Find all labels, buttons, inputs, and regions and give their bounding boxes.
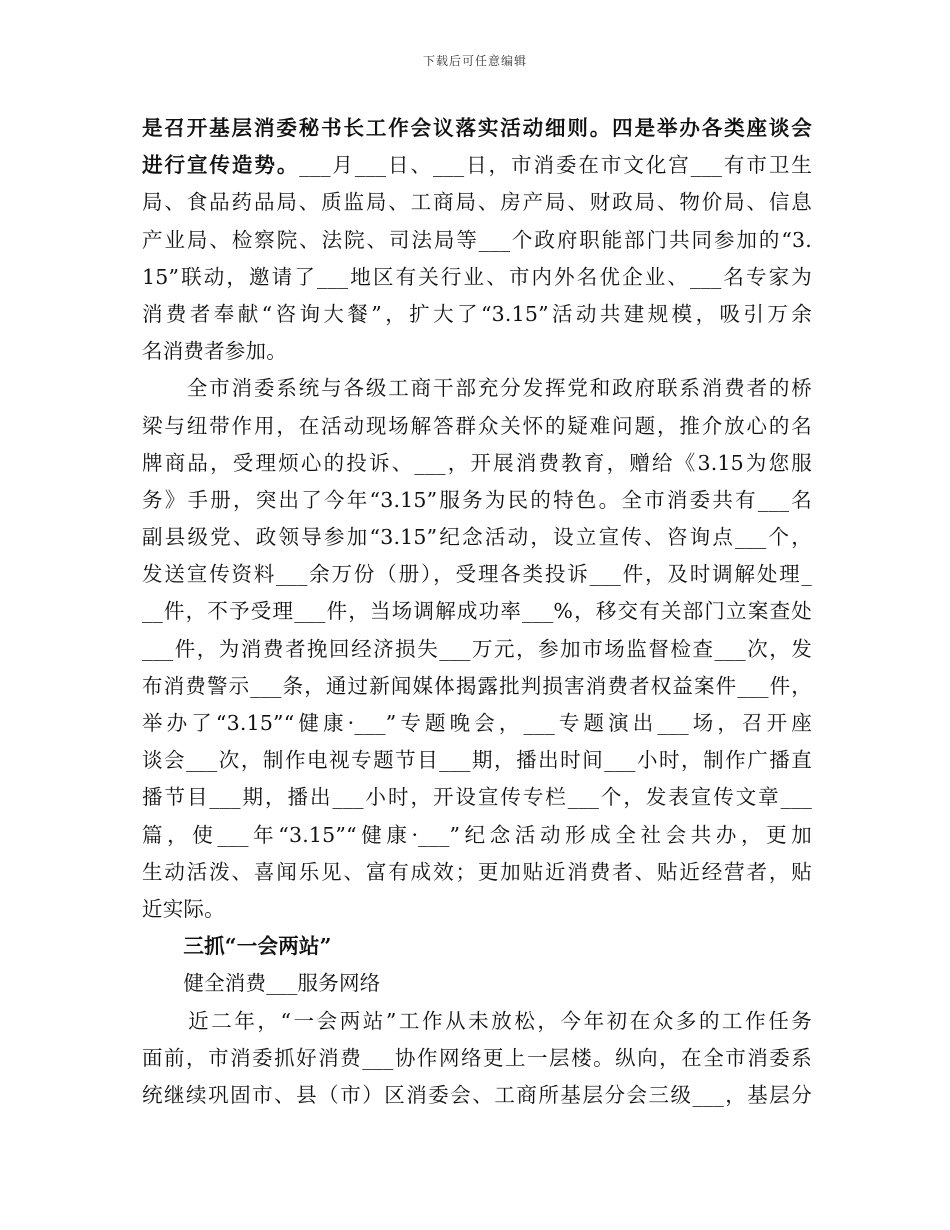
bold-run: 进行宣传造势。 bbox=[142, 153, 300, 178]
text-line: 发送宣传资料___余万份（册），受理各类投诉___件，及时调解处理_ bbox=[142, 562, 812, 587]
text-line: 篇，使___年“3.15”“健康·___”纪念活动形成全社会共办，更加 bbox=[142, 822, 812, 847]
text-line: ___件，为消费者挽回经济损失___万元，参加市场监督检查___次，发 bbox=[142, 636, 812, 661]
section-subheading: 健全消费___服务网络 bbox=[142, 971, 381, 996]
text-line: 举办了“3.15”“健康·___”专题晚会，___专题演出___场，召开座 bbox=[142, 711, 812, 735]
text-line: 名消费者参加。 bbox=[142, 339, 287, 364]
text-run: ___月___日、___日，市消委在市文化宫___有市卫生 bbox=[299, 153, 812, 178]
text-line: 全市消委系统与各级工商干部充分发挥党和政府联系消费者的桥 bbox=[142, 376, 812, 401]
text-line: __件，不予受理___件，当场调解成功率___%，移交有关部门立案查处 bbox=[142, 599, 812, 624]
text-line: 牌商品，受理烦心的投诉、___，开展消费教育，赠给《3.15为您服 bbox=[142, 450, 812, 475]
text-line: 局、食品药品局、质监局、工商局、房产局、财政局、物价局、信息 bbox=[142, 190, 812, 215]
text-line: 产业局、检察院、法院、司法局等___个政府职能部门共同参加的“3. bbox=[142, 227, 812, 252]
text-line: 生动活泼、喜闻乐见、富有成效；更加贴近消费者、贴近经营者，贴 bbox=[142, 859, 812, 884]
text-line bbox=[142, 147, 812, 184]
text-line: 15”联动，邀请了___地区有关行业、市内外名优企业、___名专家为 bbox=[142, 264, 812, 289]
text-line: 梁与纽带作用，在活动现场解答群众关怀的疑难问题，推介放心的名 bbox=[142, 413, 812, 438]
page-header: 下载后可任意编辑 bbox=[422, 54, 527, 68]
text-line: 播节目___期，播出___小时，开设宣传专栏___个，发表宣传文章___ bbox=[142, 785, 812, 810]
text-line: 近实际。 bbox=[142, 896, 225, 921]
document-body bbox=[142, 110, 812, 1114]
text-line: 统继续巩固市、县（市）区消委会、工商所基层分会三级___，基层分 bbox=[142, 1082, 812, 1107]
text-line: 副县级党、政领导参加“3.15”纪念活动，设立宣传、咨询点___个， bbox=[142, 525, 812, 550]
text-line: 务》手册，突出了今年“3.15”服务为民的特色。全市消委共有___名 bbox=[142, 487, 812, 512]
text-line: 是召开基层消委秘书长工作会议落实活动细则。四是举办各类座谈会 bbox=[142, 116, 812, 140]
text-line: 谈会___次，制作电视专题节目___期，播出时间___小时，制作广播直 bbox=[142, 748, 812, 773]
text-line: 布消费警示___条，通过新闻媒体揭露批判损害消费者权益案件___件， bbox=[142, 673, 812, 698]
text-line: 近二年，“一会两站”工作从未放松，今年初在众多的工作任务 bbox=[142, 1008, 812, 1033]
text-line: 面前，市消委抓好消费___协作网络更上一层楼。纵向，在全市消委系 bbox=[142, 1045, 812, 1070]
text-line: 消费者奉献“咨询大餐”，扩大了“3.15”活动共建规模，吸引万余 bbox=[142, 301, 812, 326]
section-heading: 三抓“一会两站” bbox=[142, 934, 332, 959]
